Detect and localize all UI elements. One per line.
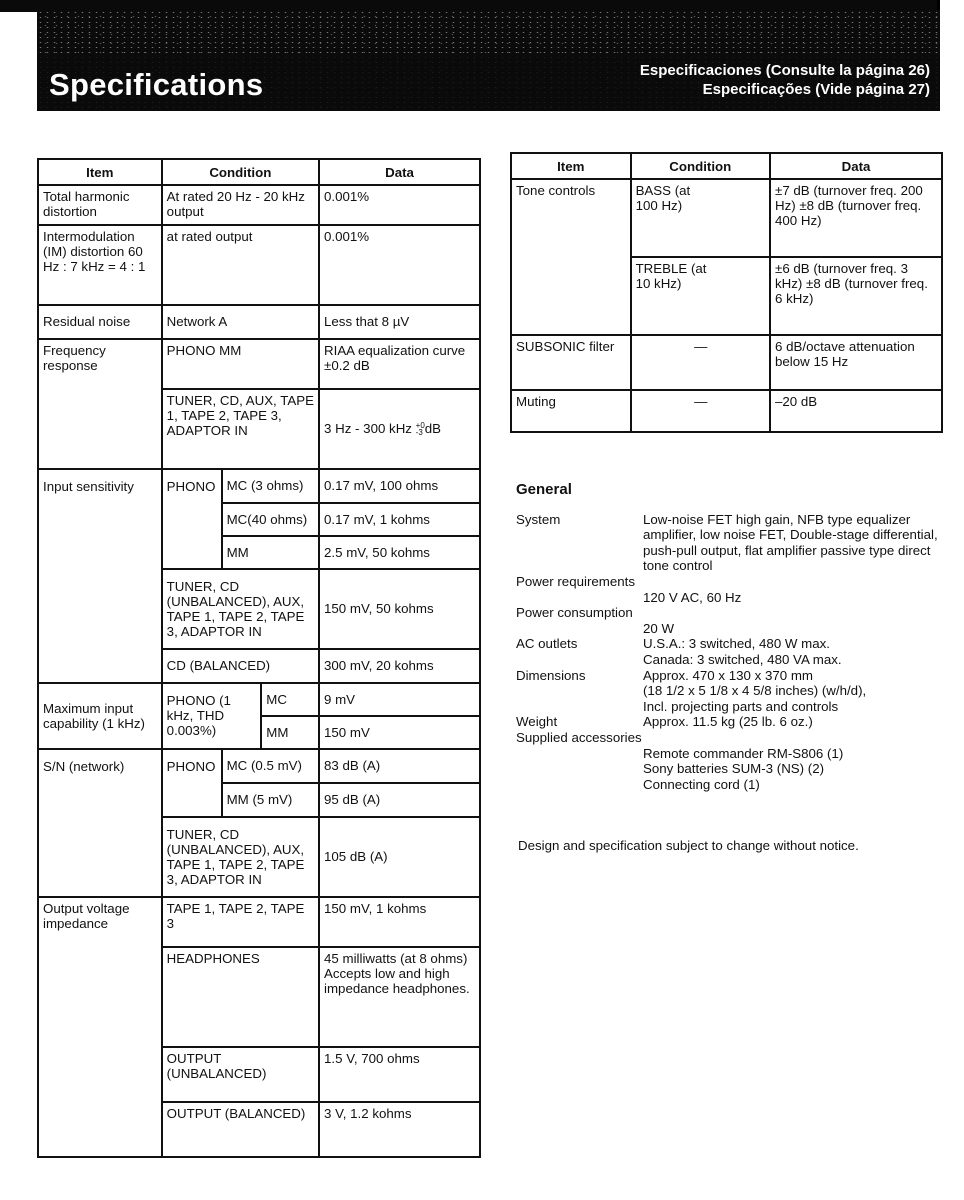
header-condition: Condition xyxy=(631,153,770,179)
header-data: Data xyxy=(770,153,942,179)
condition-text: TREBLE (at 10 kHz) xyxy=(635,261,707,291)
table-header-row xyxy=(38,159,480,185)
data-cell: 45 milliwatts (at 8 ohms) Accepts low and high impedance headphones. xyxy=(319,947,480,1047)
condition-cell: TUNER, CD (UNBALANCED), AUX, TAPE 1, TAPE 2, TAPE 3, ADAPTOR IN xyxy=(162,569,319,649)
condition-cell: MM xyxy=(222,536,319,569)
spec-value: 120 V AC, 60 Hz xyxy=(643,589,742,605)
portuguese-reference: Especificações (Vide página 27) xyxy=(702,81,930,98)
condition-cell: MC (3 ohms) xyxy=(222,469,319,503)
spec-value: U.S.A.: 3 switched, 480 W max. xyxy=(643,636,830,652)
data-cell: RIAA equalization curve ±0.2 dB xyxy=(319,339,480,389)
header-item: Item xyxy=(511,153,631,179)
specs-table-left xyxy=(37,158,481,1158)
item-cell: Frequency response xyxy=(38,339,162,469)
tolerance xyxy=(416,422,425,436)
item-cell: Residual noise xyxy=(38,305,162,339)
condition-cell: at rated output xyxy=(162,225,319,305)
condition-cell: CD (BALANCED) xyxy=(162,649,319,683)
section-title: General xyxy=(516,481,572,498)
data-cell: –20 dB xyxy=(770,390,942,432)
condition-cell: — xyxy=(631,335,770,390)
table-row xyxy=(38,185,480,225)
phono-cell: PHONO (1 kHz, THD 0.003%) xyxy=(162,683,262,749)
spec-label: Supplied accessories xyxy=(516,729,642,745)
phono-cell xyxy=(162,469,222,569)
condition-cell: — xyxy=(631,390,770,432)
item-cell xyxy=(38,469,162,683)
spec-value: Remote commander RM-S806 (1) xyxy=(643,745,844,761)
spec-label: AC outlets xyxy=(516,636,578,652)
condition-cell: MC(40 ohms) xyxy=(222,503,319,536)
data-cell: 0.001% xyxy=(319,225,480,305)
data-cell: 9 mV xyxy=(319,683,480,716)
spec-value: 20 W xyxy=(643,620,675,636)
header-item: Item xyxy=(38,159,162,185)
condition-cell: TUNER, CD (UNBALANCED), AUX, TAPE 1, TAPE 2, TAPE 3, ADAPTOR IN xyxy=(162,817,319,897)
table-row xyxy=(511,335,942,390)
table-header-row xyxy=(511,153,942,179)
table-row xyxy=(511,390,942,432)
item-cell xyxy=(38,749,162,897)
table-row xyxy=(38,469,480,503)
data-cell: 6 dB/octave attenuation below 15 Hz xyxy=(770,335,942,390)
spec-values xyxy=(643,636,842,667)
spec-dimensions xyxy=(516,668,943,715)
spec-system xyxy=(516,512,943,574)
header-data: Data xyxy=(319,159,480,185)
spec-value: Low-noise FET high gain, NFB type equalizer amplifier, low noise FET, Double-stage differential, push-pull output, flat amplifier passive type direct tone control xyxy=(643,511,938,574)
table-row xyxy=(38,897,480,947)
spec-label: System xyxy=(516,511,561,527)
condition-cell: OUTPUT (BALANCED) xyxy=(162,1102,319,1157)
spec-value: (18 1/2 x 5 1/8 x 4 5/8 inches) (w/h/d), xyxy=(643,683,867,699)
data-cell: 0.001% xyxy=(319,185,480,225)
table-row xyxy=(38,225,480,305)
item-label: Input sensitivity xyxy=(43,479,134,494)
data-cell: ±7 dB (turnover freq. 200 Hz) ±8 dB (turnover freq. 400 Hz) xyxy=(770,179,942,257)
spec-label: Dimensions xyxy=(516,667,586,683)
tol-minus: -3 xyxy=(415,428,423,438)
item-cell: Muting xyxy=(511,390,631,432)
phono-cell xyxy=(162,749,222,817)
general-section xyxy=(516,482,943,792)
condition-cell: PHONO MM xyxy=(162,339,319,389)
condition-cell: HEADPHONES xyxy=(162,947,319,1047)
spec-ac-outlets xyxy=(516,636,943,667)
spec-value: Connecting cord (1) xyxy=(643,776,760,792)
spec-values xyxy=(643,668,866,715)
tol-plus: +0 xyxy=(415,421,425,431)
spec-label: Weight xyxy=(516,714,558,730)
item-cell: Total harmonic distortion xyxy=(38,185,162,225)
data-cell: 300 mV, 20 kohms xyxy=(319,649,480,683)
condition-cell: OUTPUT (UNBALANCED) xyxy=(162,1047,319,1102)
condition-cell: MC (0.5 mV) xyxy=(222,749,319,783)
data-cell: 1.5 V, 700 ohms xyxy=(319,1047,480,1102)
phono-label: PHONO xyxy=(166,479,216,494)
item-cell: Output voltage impedance xyxy=(38,897,162,1157)
spec-accessories xyxy=(516,730,943,792)
condition-cell: MC xyxy=(261,683,319,716)
freq-range: 3 Hz - 300 kHz xyxy=(324,420,412,436)
spec-power-consumption xyxy=(516,605,943,636)
data-cell: 150 mV, 1 kohms xyxy=(319,897,480,947)
specs-table-right xyxy=(510,152,943,433)
data-cell: 83 dB (A) xyxy=(319,749,480,783)
spec-value: Approx. 470 x 130 x 370 mm xyxy=(643,667,813,683)
data-cell: ±6 dB (turnover freq. 3 kHz) ±8 dB (turnover freq. 6 kHz) xyxy=(770,257,942,335)
table-row xyxy=(511,179,942,257)
spec-value: Approx. 11.5 kg (25 lb. 6 oz.) xyxy=(643,714,813,730)
spec-value: Incl. projecting parts and controls xyxy=(643,698,839,714)
tol-unit: dB xyxy=(424,420,442,436)
spec-value: Canada: 3 switched, 480 VA max. xyxy=(643,651,842,667)
page-title: Specifications xyxy=(49,67,264,102)
data-cell: 0.17 mV, 1 kohms xyxy=(319,503,480,536)
condition-cell: MM xyxy=(261,716,319,749)
condition-cell: At rated 20 Hz - 20 kHz output xyxy=(162,185,319,225)
condition-text: BASS (at 100 Hz) xyxy=(635,183,691,213)
data-cell: 150 mV, 50 kohms xyxy=(319,569,480,649)
spec-label: Power consumption xyxy=(516,605,633,621)
data-cell: 2.5 mV, 50 kohms xyxy=(319,536,480,569)
table-row xyxy=(38,305,480,339)
condition-cell xyxy=(631,179,770,257)
data-cell: 0.17 mV, 100 ohms xyxy=(319,469,480,503)
table-row xyxy=(38,683,480,716)
item-label: S/N (network) xyxy=(43,759,125,774)
header-condition: Condition xyxy=(162,159,319,185)
condition-cell: Network A xyxy=(162,305,319,339)
spec-weight xyxy=(516,714,943,730)
phono-label: PHONO xyxy=(166,759,216,774)
data-cell: 105 dB (A) xyxy=(319,817,480,897)
change-notice: Design and specification subject to change without notice. xyxy=(518,838,859,853)
condition-cell: TUNER, CD, AUX, TAPE 1, TAPE 2, TAPE 3, ADAPTOR IN xyxy=(162,389,319,469)
item-cell: SUBSONIC filter xyxy=(511,335,631,390)
item-cell: Maximum input capability (1 kHz) xyxy=(38,683,162,749)
spanish-reference: Especificaciones (Consulte la página 26) xyxy=(639,62,930,79)
condition-cell xyxy=(631,257,770,335)
table-row xyxy=(38,339,480,389)
spec-power-requirements xyxy=(516,574,943,605)
table-row xyxy=(38,749,480,783)
data-cell: 150 mV xyxy=(319,716,480,749)
data-cell xyxy=(319,389,480,469)
data-cell: 3 V, 1.2 kohms xyxy=(319,1102,480,1157)
condition-cell: TAPE 1, TAPE 2, TAPE 3 xyxy=(162,897,319,947)
spec-value: Sony batteries SUM-3 (NS) (2) xyxy=(643,761,825,777)
data-cell: Less that 8 µV xyxy=(319,305,480,339)
page-header-banner xyxy=(37,10,940,111)
item-cell: Tone controls xyxy=(511,179,631,335)
condition-cell: MM (5 mV) xyxy=(222,783,319,817)
item-cell: Intermodulation (IM) distortion 60 Hz : 7 kHz = 4 : 1 xyxy=(38,225,162,305)
data-cell: 95 dB (A) xyxy=(319,783,480,817)
spec-label: Power requirements xyxy=(516,573,635,589)
